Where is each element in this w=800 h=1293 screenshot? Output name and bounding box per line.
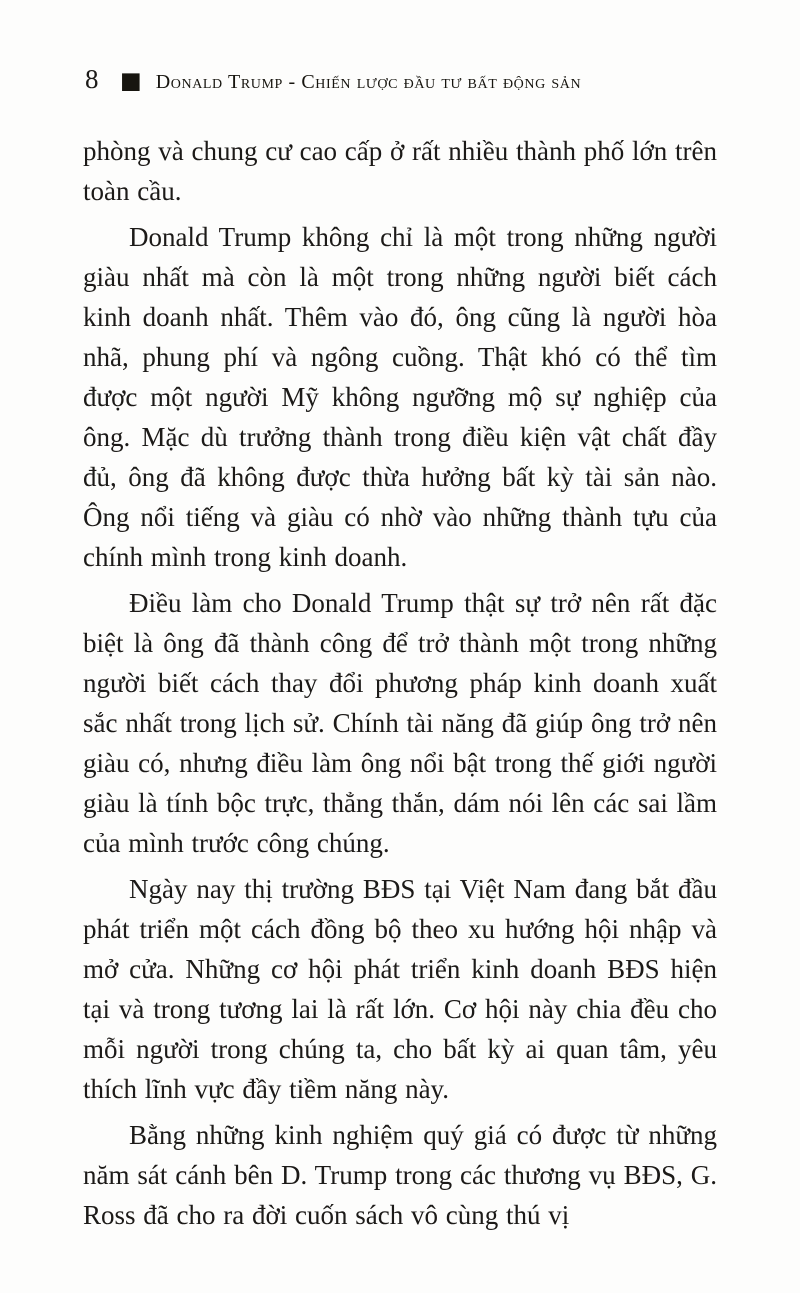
body-paragraph: Donald Trump không chỉ là một trong những người giàu nhất mà còn là một trong những người biết cách kinh doanh nhất. Thêm vào đó, ông cũng là người hòa nhã, phung phí và ngông cuồng. Thật khó có thể tìm được một người Mỹ không ngưỡng mộ sự nghiệp của ông. Mặc dù trưởng thành trong điều kiện vật chất đầy đủ, ông đã không được thừa hưởng bất kỳ tài sản nào. Ông nổi tiếng và giàu có nhờ vào những thành tựu của chính mình trong kinh doanh. xyxy=(83,222,717,572)
body-paragraph: Ngày nay thị trường BĐS tại Việt Nam đang bắt đầu phát triển một cách đồng bộ theo xu hướng hội nhập và mở cửa. Những cơ hội phát triển kinh doanh BĐS hiện tại và trong tương lai là rất lớn. Cơ hội này chia đều cho mỗi người trong chúng ta, cho bất kỳ ai quan tâm, yêu thích lĩnh vực đầy tiềm năng này. xyxy=(83,874,717,1104)
running-head-title: Donald Trump - Chiến lược đầu tư bất động sản xyxy=(155,71,582,93)
body-paragraph: Bằng những kinh nghiệm quý giá có được từ những năm sát cánh bên D. Trump trong các thương vụ BĐS, G. Ross đã cho ra đời cuốn sách vô cùng thú vị xyxy=(83,1120,717,1230)
body-paragraph: Điều làm cho Donald Trump thật sự trở nên rất đặc biệt là ông đã thành công để trở thành một trong những người biết cách thay đổi phương pháp kinh doanh xuất sắc nhất trong lịch sử. Chính tài năng đã giúp ông trở nên giàu có, nhưng điều làm ông nổi bật trong thế giới người giàu là tính bộc trực, thẳng thắn, dám nói lên các sai lầm của mình trước công chúng. xyxy=(83,588,717,858)
square-bullet-icon: ■ xyxy=(120,68,142,94)
body-paragraph: phòng và chung cư cao cấp ở rất nhiều thành phố lớn trên toàn cầu. xyxy=(83,136,718,206)
running-head xyxy=(85,64,720,95)
page-body xyxy=(83,131,717,1235)
page-number: 8 xyxy=(85,64,99,94)
